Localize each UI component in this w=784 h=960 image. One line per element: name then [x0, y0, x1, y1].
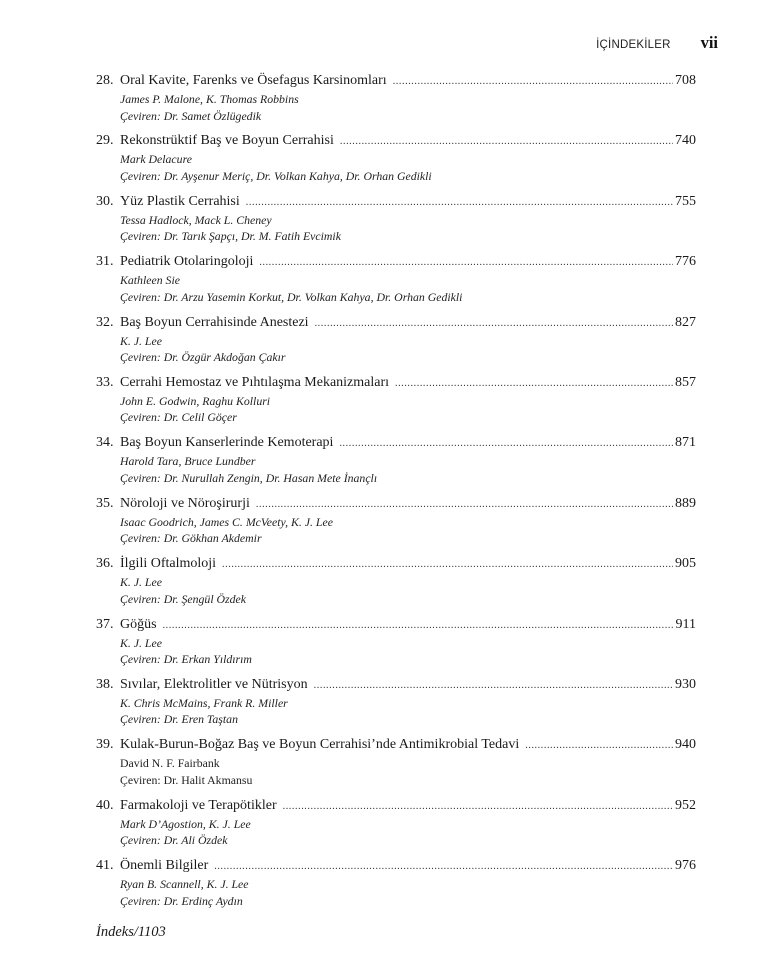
chapter-translators: Çeviren: Dr. Erkan Yıldırım: [120, 652, 252, 667]
chapter-title: Sıvılar, Elektrolitler ve Nütrisyon: [120, 676, 308, 692]
chapter-translators: Çeviren: Dr. Nurullah Zengin, Dr. Hasan Mete İnançlı: [120, 470, 378, 485]
page-number: vii: [700, 33, 718, 52]
chapter-authors: K. Chris McMains, Frank R. Miller: [120, 695, 288, 710]
chapter-translators: Çeviren: Dr. Tarık Şapçı, Dr. M. Fatih Evcimik: [120, 229, 341, 244]
chapter-title: Oral Kavite, Farenks ve Ösefagus Karsinomları: [120, 73, 387, 88]
dot-leader: [256, 496, 673, 514]
chapter-authors: Tessa Hadlock, Mack L. Cheney: [120, 212, 272, 227]
chapter-title: Önemli Bilgiler: [120, 858, 209, 874]
chapter-number: 29.: [96, 133, 114, 149]
chapter-page: 952: [675, 797, 696, 813]
chapter-translators: Çeviren: Dr. Erdinç Aydın: [120, 893, 243, 908]
chapter-translators: Çeviren: Dr. Ayşenur Meriç, Dr. Volkan Kahya, Dr. Orhan Gedikli: [120, 168, 432, 183]
chapter-number: 31.: [96, 254, 114, 270]
toc-entry[interactable]: [96, 374, 696, 434]
chapter-authors: K. J. Lee: [120, 575, 162, 590]
dot-leader: [163, 617, 674, 635]
chapter-number: 40.: [96, 797, 114, 813]
chapter-translators: Çeviren: Dr. Celil Göçer: [120, 410, 237, 425]
toc-entry[interactable]: [96, 555, 696, 615]
chapter-number: 32.: [96, 314, 114, 330]
toc-entry[interactable]: [96, 434, 696, 494]
dot-leader: [314, 677, 673, 695]
chapter-page: 827: [675, 314, 696, 330]
chapter-page: 889: [675, 495, 696, 511]
chapter-authors: Mark D’Agostion, K. J. Lee: [120, 816, 251, 831]
chapter-translators: Çeviren: Dr. Arzu Yasemin Korkut, Dr. Volkan Kahya, Dr. Orhan Gedikli: [120, 289, 463, 304]
chapter-page: 930: [675, 676, 696, 692]
chapter-title: İlgili Oftalmoloji: [120, 556, 217, 572]
dot-leader: [525, 737, 673, 755]
toc-entry[interactable]: [96, 314, 696, 374]
toc-entry[interactable]: [96, 676, 696, 736]
chapter-page: 740: [675, 133, 696, 149]
chapter-number: 39.: [96, 737, 114, 753]
chapter-translators: Çeviren: Dr. Şengül Özdek: [120, 591, 247, 606]
chapter-translators: Çeviren: Dr. Samet Özlügedik: [120, 108, 262, 123]
chapter-translators: Çeviren: Dr. Gökhan Akdemir: [120, 531, 262, 546]
toc-entry[interactable]: [96, 253, 696, 313]
chapter-translators: Çeviren: Dr. Halit Akmansu: [120, 772, 253, 787]
chapter-page: 905: [675, 556, 696, 572]
dot-leader: [222, 556, 673, 574]
chapter-title: Yüz Plastik Cerrahisi: [120, 193, 240, 209]
chapter-page: 871: [675, 435, 696, 451]
chapter-number: 33.: [96, 374, 114, 390]
chapter-number: 37.: [96, 616, 114, 632]
chapter-translators: Çeviren: Dr. Ali Özdek: [120, 833, 228, 848]
chapter-title: Nöroloji ve Nöroşirurji: [120, 495, 250, 511]
dot-leader: [214, 858, 673, 876]
toc-entry[interactable]: [96, 857, 696, 917]
chapter-title: Farmakoloji ve Terapötikler: [120, 797, 277, 813]
chapter-number: 36.: [96, 556, 114, 572]
chapter-authors: K. J. Lee: [120, 333, 162, 348]
chapter-authors: K. J. Lee: [120, 635, 162, 650]
dot-leader: [315, 315, 673, 333]
chapter-page: 911: [675, 616, 696, 632]
toc-entry[interactable]: [96, 495, 696, 555]
section-title: İÇİNDEKİLER: [596, 39, 671, 51]
chapter-authors: John E. Godwin, Raghu Kolluri: [120, 393, 271, 408]
dot-leader: [395, 375, 673, 393]
chapter-number: 41.: [96, 858, 114, 874]
chapter-title: Rekonstrüktif Baş ve Boyun Cerrahisi: [120, 133, 334, 149]
chapter-title: Baş Boyun Kanserlerinde Kemoterapi: [120, 435, 334, 451]
dot-leader: [339, 435, 673, 453]
chapter-translators: Çeviren: Dr. Özgür Akdoğan Çakır: [120, 350, 286, 365]
toc-entry[interactable]: [96, 72, 696, 132]
toc-entry[interactable]: [96, 193, 696, 253]
chapter-authors: Mark Delacure: [120, 152, 192, 167]
toc-entry[interactable]: [96, 797, 696, 857]
table-of-contents: [96, 72, 696, 917]
toc-entry[interactable]: [96, 132, 696, 192]
chapter-page: 755: [675, 193, 696, 209]
index-reference[interactable]: İndeks/1103: [96, 924, 166, 940]
chapter-page: 776: [675, 254, 696, 270]
chapter-page: 857: [675, 374, 696, 390]
dot-leader: [393, 73, 673, 91]
chapter-page: 708: [675, 73, 696, 88]
running-head: [596, 33, 718, 55]
dot-leader: [340, 133, 673, 151]
chapter-authors: Kathleen Sie: [120, 273, 180, 288]
chapter-authors: David N. F. Fairbank: [120, 756, 220, 771]
chapter-page: 976: [675, 858, 696, 874]
chapter-title: Pediatrik Otolaringoloji: [120, 254, 254, 270]
chapter-number: 28.: [96, 73, 114, 88]
chapter-number: 30.: [96, 193, 114, 209]
chapter-authors: Ryan B. Scannell, K. J. Lee: [120, 877, 249, 892]
toc-entry[interactable]: [96, 616, 696, 676]
chapter-translators: Çeviren: Dr. Eren Taştan: [120, 712, 238, 727]
chapter-number: 38.: [96, 676, 114, 692]
chapter-authors: Harold Tara, Bruce Lundber: [120, 454, 256, 469]
chapter-title: Baş Boyun Cerrahisinde Anestezi: [120, 314, 309, 330]
chapter-authors: James P. Malone, K. Thomas Robbins: [120, 92, 299, 106]
chapter-number: 34.: [96, 435, 114, 451]
chapter-authors: Isaac Goodrich, James C. McVeety, K. J. Lee: [120, 514, 333, 529]
chapter-number: 35.: [96, 495, 114, 511]
chapter-title: Göğüs: [120, 616, 157, 632]
chapter-title: Cerrahi Hemostaz ve Pıhtılaşma Mekanizmaları: [120, 374, 390, 390]
chapter-page: 940: [675, 737, 696, 753]
chapter-title: Kulak-Burun-Boğaz Baş ve Boyun Cerrahisi’nde Antimikrobial Tedavi: [120, 737, 520, 753]
dot-leader: [246, 194, 673, 212]
dot-leader: [283, 798, 673, 816]
toc-entry[interactable]: [96, 736, 696, 796]
dot-leader: [259, 254, 673, 272]
